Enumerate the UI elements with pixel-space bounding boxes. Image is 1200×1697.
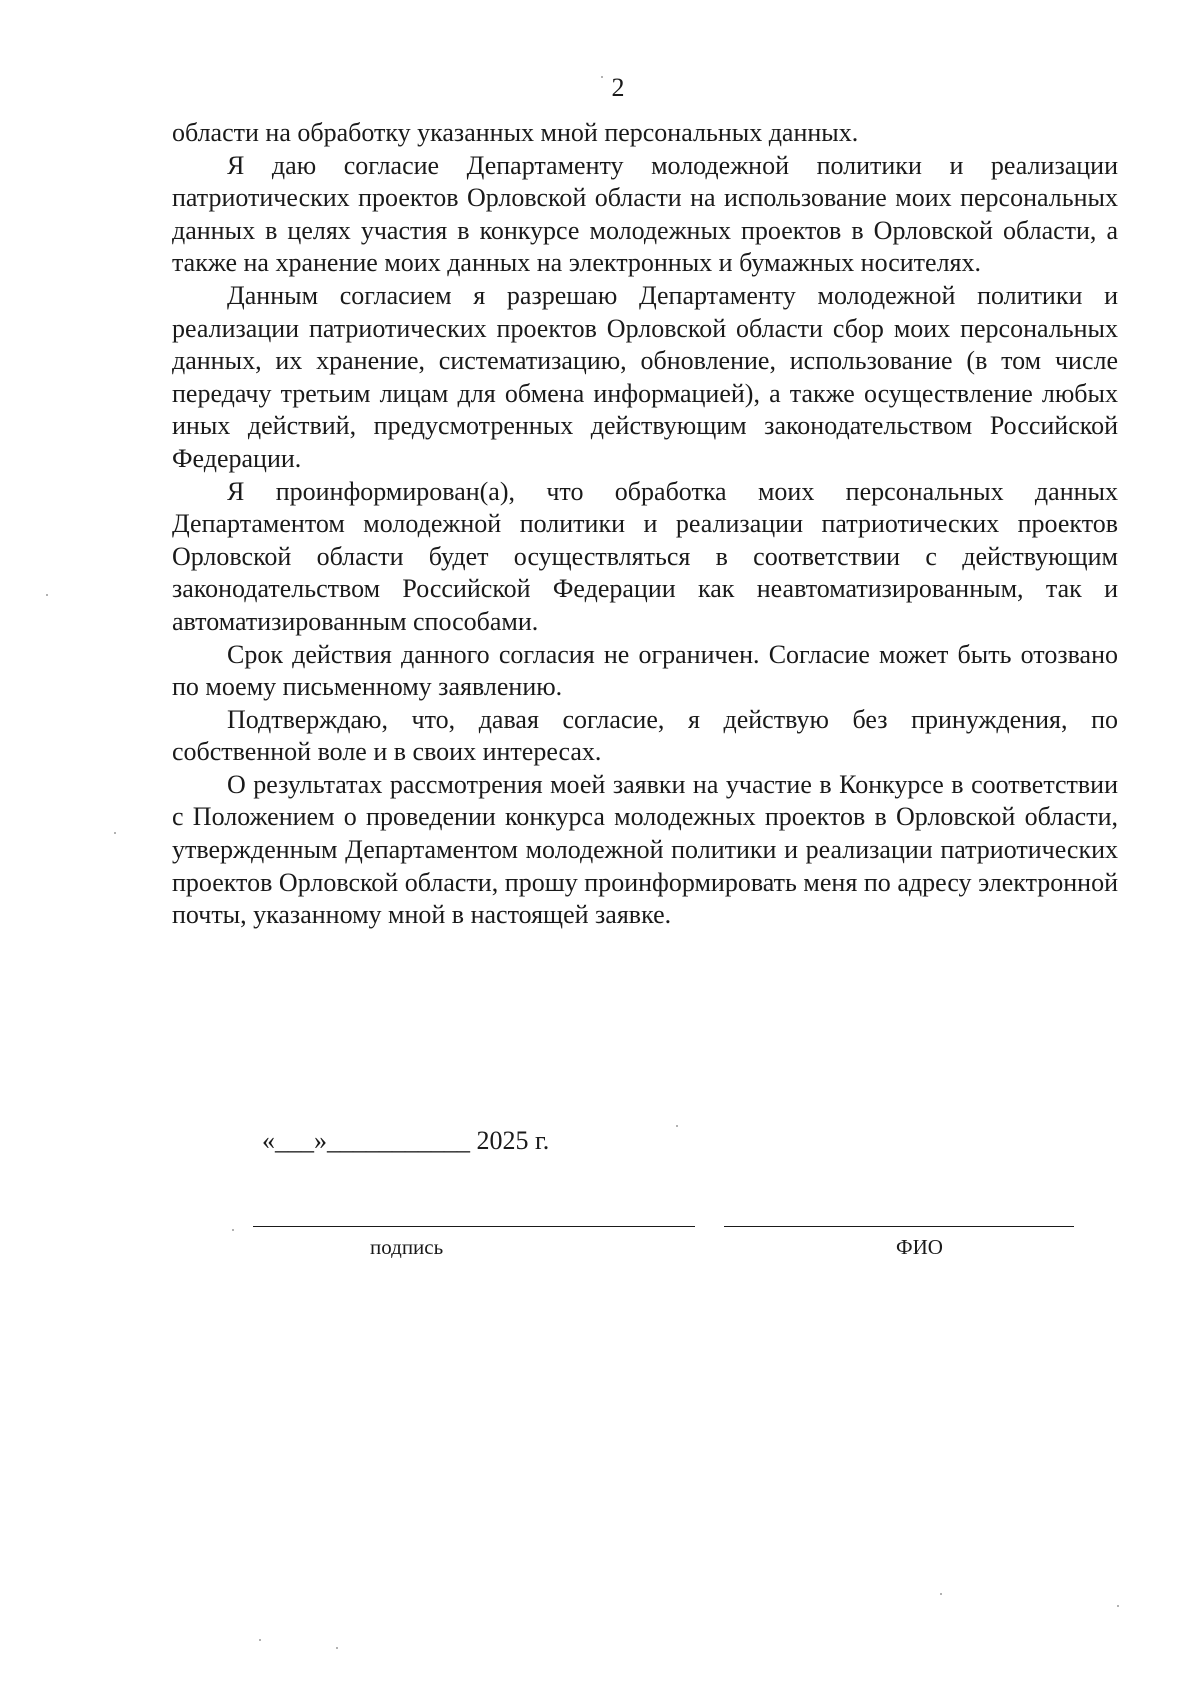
signature-line	[253, 1226, 695, 1227]
consent-body	[172, 117, 1118, 932]
scan-speck	[46, 594, 48, 596]
full-name-line	[724, 1226, 1074, 1227]
scan-speck	[676, 1125, 678, 1127]
scan-speck	[336, 1647, 338, 1649]
paragraph-consent-usage: Я даю согласие Департаменту молодежной политики и реализации патриотических проектов Орловской области на использование моих персональных данных в целях участия в конкурсе молодежных проектов в Орловской области, а также на хранение моих данных на электронных и бумажных носителях.	[172, 150, 1118, 278]
signature-caption: подпись	[370, 1235, 444, 1259]
page-number: 2	[611, 73, 625, 102]
full-name-caption: ФИО	[896, 1235, 943, 1259]
scan-speck	[940, 1593, 942, 1595]
scan-speck	[114, 832, 116, 834]
paragraph-voluntary: Подтверждаю, что, давая согласие, я действую без принуждения, по собственной воле и в своих интересах.	[172, 704, 1118, 767]
scan-speck	[259, 1639, 261, 1641]
date-line: «___»___________ 2025 г.	[262, 1126, 550, 1155]
paragraph-informed: Я проинформирован(а), что обработка моих персональных данных Департаментом молодежной политики и реализации патриотических проектов Орловской области будет осуществляться в соответствии с действующим законодательством Российской Федерации как неавтоматизированным, так и автоматизированным способами.	[172, 476, 1118, 636]
paragraph-validity: Срок действия данного согласия не ограничен. Согласие может быть отозвано по моему письменному заявлению.	[172, 639, 1118, 702]
scan-speck	[1117, 1605, 1119, 1607]
scan-speck	[601, 76, 603, 78]
paragraph-notification: О результатах рассмотрения моей заявки на участие в Конкурсе в соответствии с Положением о проведении конкурса молодежных проектов в Орловской области, утвержденным Департаментом молодежной политики и реализации патриотических проектов Орловской области, прошу проинформировать меня по адресу электронной почты, указанному мной в настоящей заявке.	[172, 769, 1118, 930]
scan-speck	[232, 1229, 234, 1231]
paragraph-consent-processing: Данным согласием я разрешаю Департаменту молодежной политики и реализации патриотических проектов Орловской области сбор моих персональных данных, их хранение, систематизацию, обновление, использование (в том числе передачу третьим лицам для обмена информацией), а также осуществление любых иных действий, предусмотренных действующим законодательством Российской Федерации.	[172, 280, 1118, 473]
paragraph-continuation: области на обработку указанных мной персональных данных.	[172, 118, 859, 147]
